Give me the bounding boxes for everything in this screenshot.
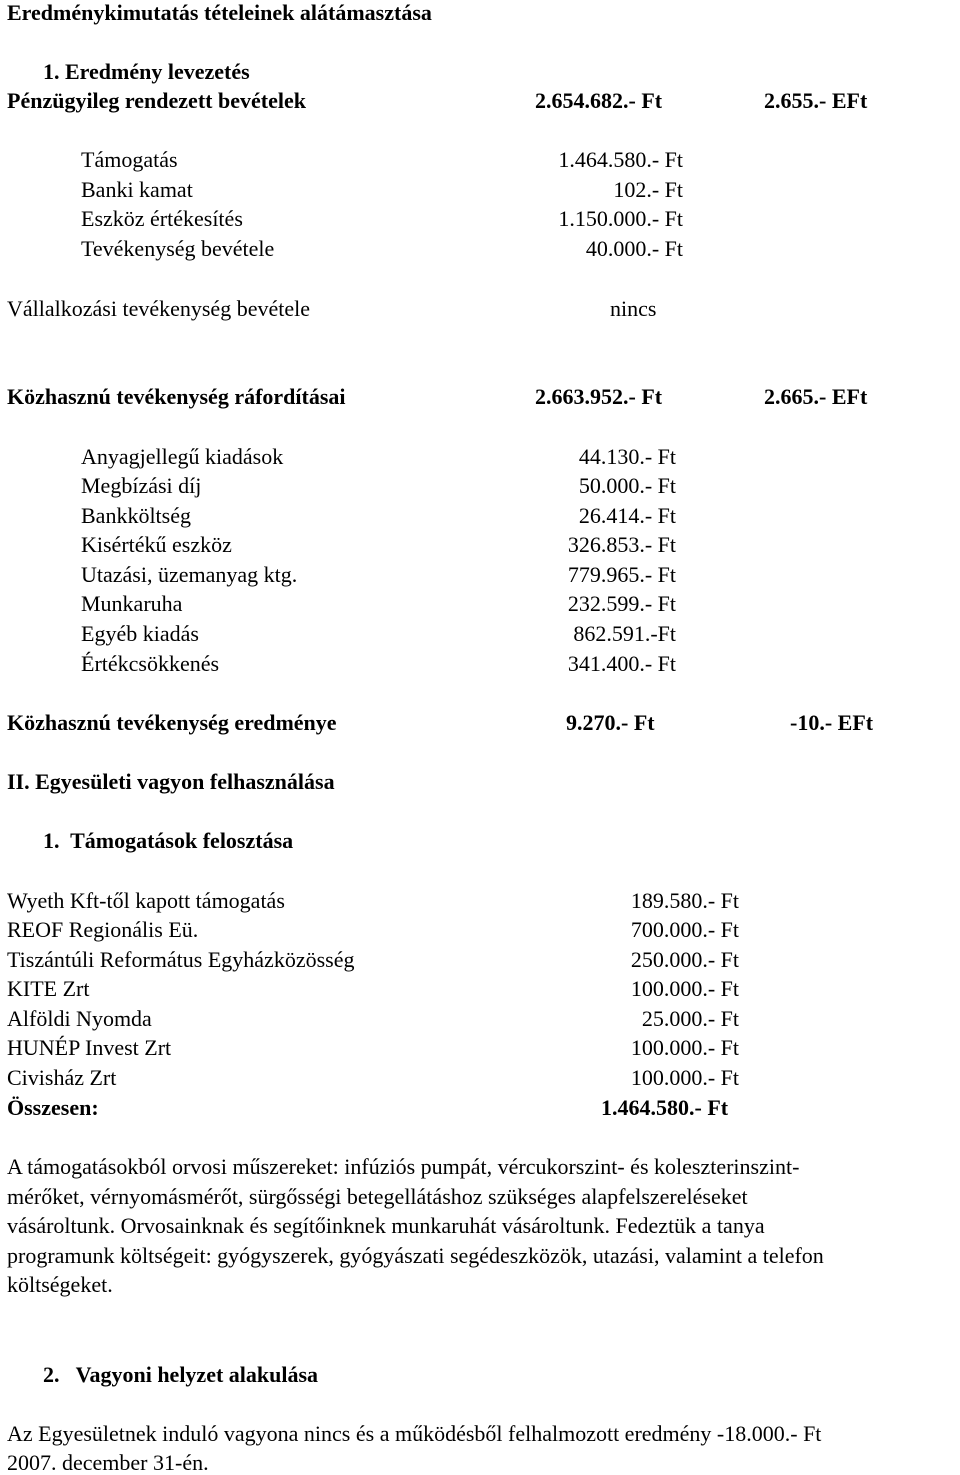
grants-total-amount: 1.464.580.- Ft [601, 1095, 729, 1120]
expense-item-label: Bankköltség [81, 503, 191, 528]
grant-label: KITE Zrt [7, 976, 90, 1001]
business-income-label: Vállalkozási tevékenység bevétele [7, 296, 310, 321]
business-income-value: nincs [610, 296, 657, 321]
paragraph-line: programunk költségeit: gyógyszerek, gyógyászati segédeszközök, utazási, valamint a telefon [7, 1243, 824, 1268]
section3-title: 2. Vagyoni helyzet alakulása [43, 1362, 319, 1387]
section2-title: II. Egyesületi vagyon felhasználása [7, 769, 335, 794]
expense-item-amount: 779.965.- Ft [567, 562, 676, 587]
expenses-amount-eft: 2.665.- EFt [764, 384, 868, 409]
section-heading-result: 1. Eredmény levezetés [43, 59, 250, 84]
section3-line: Az Egyesületnek induló vagyona nincs és a működésből felhalmozott eredmény -18.000.- Ft [7, 1421, 822, 1446]
income-item-amount: 1.150.000.- Ft [558, 206, 683, 231]
grant-label: Wyeth Kft-től kapott támogatás [7, 888, 285, 913]
expense-item-label: Értékcsökkenés [81, 651, 220, 676]
income-amount-eft: 2.655.- EFt [764, 88, 868, 113]
grant-amount: 189.580.- Ft [630, 888, 739, 913]
paragraph-line: mérőket, vérnyomásmérőt, sürgősségi betegellátáshoz szükséges alapfelszereléseket [7, 1184, 748, 1209]
grant-label: Tiszántúli Református Egyházközösség [7, 947, 355, 972]
grant-amount: 250.000.- Ft [630, 947, 739, 972]
expense-item-label: Utazási, üzemanyag ktg. [81, 562, 298, 587]
result-amount: 9.270.- Ft [566, 710, 655, 735]
expense-item-label: Egyéb kiadás [81, 621, 199, 646]
result-label: Közhasznú tevékenység eredménye [7, 710, 337, 735]
income-item-label: Tevékenység bevétele [81, 236, 275, 261]
paragraph-line: vásároltunk. Orvosainknak és segítőinknek munkaruhát vásároltunk. Fedeztük a tanya [7, 1213, 765, 1238]
income-item-amount: 1.464.580.- Ft [558, 147, 683, 172]
grant-amount: 100.000.- Ft [630, 976, 739, 1001]
document-title: Eredménykimutatás tételeinek alátámasztása [7, 0, 432, 25]
expense-item-amount: 44.130.- Ft [578, 444, 676, 469]
income-item-amount: 102.- Ft [613, 177, 683, 202]
grant-amount: 100.000.- Ft [630, 1035, 739, 1060]
section2-subtitle: 1. Támogatások felosztása [43, 828, 294, 853]
expense-item-amount: 50.000.- Ft [578, 473, 676, 498]
expenses-label: Közhasznú tevékenység ráfordításai [7, 384, 346, 409]
grant-amount: 700.000.- Ft [630, 917, 739, 942]
paragraph-line: A támogatásokból orvosi műszereket: infúziós pumpát, vércukorszint- és koleszterinszint- [7, 1154, 800, 1179]
income-item-amount: 40.000.- Ft [585, 236, 683, 261]
expense-item-amount: 862.591.-Ft [573, 621, 676, 646]
paragraph-line: költségeket. [7, 1272, 113, 1297]
income-item-label: Eszköz értékesítés [81, 206, 243, 231]
grant-label: Alföldi Nyomda [7, 1006, 152, 1031]
grant-label: HUNÉP Invest Zrt [7, 1035, 172, 1060]
result-amount-eft: -10.- EFt [790, 710, 874, 735]
expenses-amount: 2.663.952.- Ft [535, 384, 663, 409]
expense-item-amount: 232.599.- Ft [567, 591, 676, 616]
expense-item-amount: 326.853.- Ft [567, 532, 676, 557]
expense-item-label: Anyagjellegű kiadások [81, 444, 284, 469]
grant-amount: 100.000.- Ft [630, 1065, 739, 1090]
expense-item-label: Munkaruha [81, 591, 183, 616]
expense-item-amount: 341.400.- Ft [567, 651, 676, 676]
expense-item-label: Kisértékű eszköz [81, 532, 232, 557]
grant-amount: 25.000.- Ft [641, 1006, 739, 1031]
section3-line: 2007. december 31-én. [7, 1450, 209, 1475]
income-item-label: Támogatás [81, 147, 178, 172]
grant-label: REOF Regionális Eü. [7, 917, 199, 942]
grant-label: Civisház Zrt [7, 1065, 117, 1090]
grants-total-label: Összesen: [7, 1095, 99, 1120]
expense-item-amount: 26.414.- Ft [578, 503, 676, 528]
expense-item-label: Megbízási díj [81, 473, 202, 498]
income-label: Pénzügyileg rendezett bevételek [7, 88, 306, 113]
income-amount: 2.654.682.- Ft [535, 88, 663, 113]
income-item-label: Banki kamat [81, 177, 193, 202]
